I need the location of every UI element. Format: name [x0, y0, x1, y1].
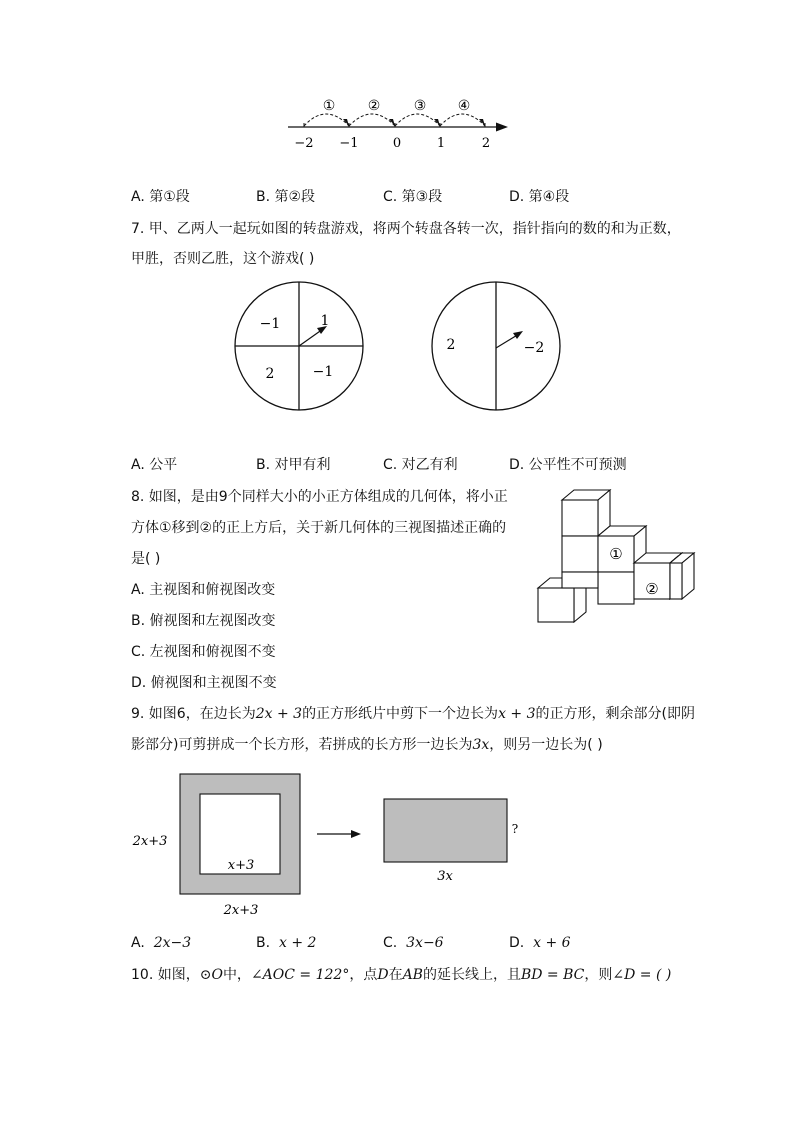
spinner-value: 2: [446, 337, 456, 353]
option-a: [131, 933, 191, 953]
spinner-1: [230, 278, 370, 418]
q10-text: 中，: [222, 967, 251, 983]
q10-math: AB: [402, 967, 423, 983]
q10-math: D: [377, 967, 389, 983]
q10-text: ，点: [349, 967, 378, 983]
option-c: C. 第③段: [383, 189, 443, 205]
rect-side-label: ?: [511, 822, 519, 836]
option-letter: C.: [383, 935, 398, 951]
question-8-line-3: 是( ): [131, 551, 161, 567]
spinner-value: 1: [320, 313, 330, 329]
q9-text: 9. 如图6，在边长为: [131, 706, 256, 722]
q10-text: ，则: [584, 967, 613, 983]
tick-label: 2: [481, 136, 491, 151]
q9-math: 3x: [472, 737, 490, 753]
option-d: D. 公平性不可预测: [509, 457, 627, 473]
option-expr: x + 2: [278, 935, 317, 951]
question-8-line-1: 8. 如图，是由9个同样大小的小正方体组成的几何体，将小正: [131, 489, 508, 505]
outer-side-label: 2x+3: [132, 834, 168, 849]
option-b: B. 对甲有利: [256, 457, 331, 473]
q9-text: 的正方形，剩余部分(即阴: [535, 706, 695, 722]
inner-label: x+3: [227, 858, 255, 873]
question-7-line-2: 甲胜，否则乙胜，这个游戏( ): [131, 251, 315, 267]
segment-label: ①: [322, 98, 336, 114]
q10-math: ∠D = ( ): [612, 967, 672, 983]
option-d: [509, 933, 571, 953]
option-a: A. 第①段: [131, 189, 190, 205]
option-d: D. 第④段: [509, 189, 570, 205]
spinner-value: −1: [312, 364, 334, 380]
q10-math: ⊙O: [199, 967, 223, 983]
tick-label: 0: [392, 136, 402, 151]
question-9-line-2: [131, 735, 603, 755]
q9-text: 影部分)可剪拼成一个长方形，若拼成的长方形一边长为: [131, 737, 473, 753]
option-a: A. 公平: [131, 457, 178, 473]
question-10-line-1: [131, 965, 671, 985]
segment-label: ③: [413, 98, 427, 114]
q9-math: x + 3: [498, 706, 536, 722]
question-7-line-1: 7. 甲、乙两人一起玩如图的转盘游戏，将两个转盘各转一次，指针指向的数的和为正数，: [131, 221, 681, 237]
q10-text: 在: [388, 967, 403, 983]
tick-label: 1: [436, 136, 446, 151]
q9-math: 2x + 3: [255, 706, 303, 722]
spinner-value: −2: [523, 340, 545, 356]
cube-figure: [532, 484, 700, 630]
q10-math: ∠AOC = 122°: [250, 967, 350, 983]
segment-label: ②: [367, 98, 381, 114]
question-9-line-1: [131, 704, 695, 724]
option-b: B. 俯视图和左视图改变: [131, 613, 276, 629]
option-expr: 3x−6: [406, 935, 444, 951]
tick-label: −1: [339, 136, 359, 151]
number-line-figure: [280, 92, 515, 154]
q9-text: 的正方形纸片中剪下一个边长为: [302, 706, 499, 722]
option-c: C. 左视图和俯视图不变: [131, 644, 276, 660]
q10-text: 的延长线上，且: [422, 967, 521, 983]
option-d: D. 俯视图和主视图不变: [131, 675, 277, 691]
option-letter: B.: [256, 935, 271, 951]
option-letter: A.: [131, 935, 145, 951]
square-figure: [125, 768, 535, 923]
q10-math: BD = BC: [520, 967, 585, 983]
option-letter: D.: [509, 935, 525, 951]
cube-label-2: ②: [645, 580, 659, 598]
cube-label-1: ①: [609, 545, 623, 563]
tick-label: −2: [294, 136, 314, 151]
q9-text: ，则另一边长为( ): [489, 737, 603, 753]
spinner-2: [422, 278, 562, 418]
option-expr: 2x−3: [153, 935, 192, 951]
question-8-line-2: 方体①移到②的正上方后，关于新几何体的三视图描述正确的: [131, 520, 507, 536]
option-c: C. 对乙有利: [383, 457, 458, 473]
spinner-value: 2: [265, 366, 275, 382]
segment-label: ④: [457, 98, 471, 114]
option-a: A. 主视图和俯视图改变: [131, 582, 276, 598]
option-b: B. 第②段: [256, 189, 316, 205]
option-c: [383, 933, 444, 953]
q10-text: 10. 如图，: [131, 967, 200, 983]
option-expr: x + 6: [533, 935, 571, 951]
spinner-value: −1: [259, 316, 281, 332]
outer-bottom-label: 2x+3: [223, 903, 259, 918]
option-b: [256, 933, 316, 953]
rect-bottom-label: 3x: [437, 869, 453, 884]
